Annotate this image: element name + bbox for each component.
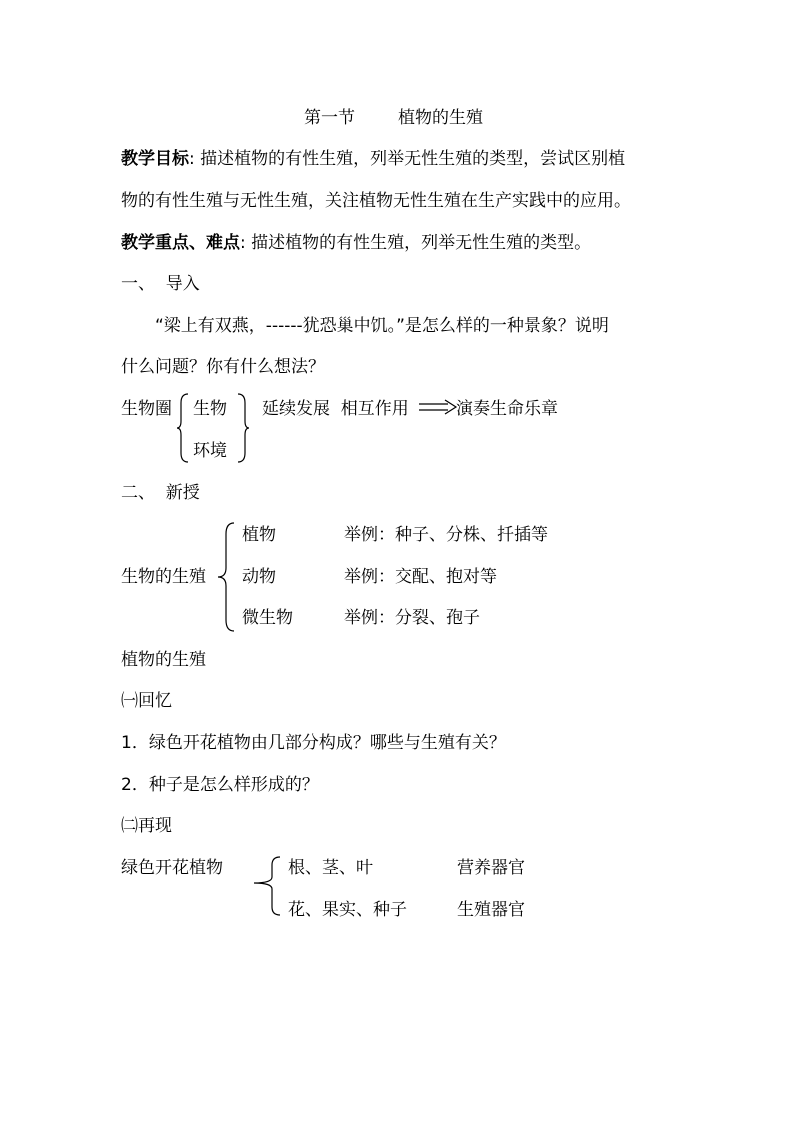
organ-type-vegetative: 营养器官 — [457, 858, 525, 878]
reproduce-heading: ㈡再现 — [121, 816, 172, 836]
key-points — [121, 232, 591, 254]
biosphere-item-environment: 环境 — [193, 441, 227, 461]
recall-heading: ㈠回忆 — [121, 691, 172, 711]
page-title: 植物的生殖 — [398, 108, 483, 128]
objectives-text: : 描述植物的有性生殖，列举无性生殖的类型，尝试区别植 — [189, 149, 626, 169]
left-brace-icon — [252, 853, 282, 919]
key-points-label: 教学重点、难点 — [121, 233, 240, 253]
row-microbe-name: 微生物 — [242, 608, 293, 628]
quote-line1: “梁上有双燕，------犹恐巢中饥。”是怎么样的一种景象？说明 — [155, 316, 609, 336]
row-animal-example: 举例：交配、抱对等 — [344, 567, 497, 587]
subtitle-plant-reproduction: 植物的生殖 — [121, 650, 206, 670]
organ-parts-reproductive: 花、果实、种子 — [288, 900, 407, 920]
quote-line2: 什么问题？你有什么想法？ — [121, 357, 325, 377]
reproduction-root: 生物的生殖 — [121, 567, 206, 587]
left-brace-icon — [216, 522, 236, 632]
organ-parts-vegetative: 根、茎、叶 — [288, 858, 373, 878]
biosphere-result: 演奏生命乐章 — [456, 399, 558, 419]
objectives-line1 — [121, 148, 625, 170]
key-points-text: : 描述植物的有性生殖，列举无性生殖的类型。 — [240, 233, 592, 253]
section1-heading: 一、 导入 — [121, 274, 200, 294]
row-plant-name: 植物 — [242, 525, 276, 545]
biosphere-middle: 延续发展 相互作用 — [262, 399, 409, 419]
title-prefix: 第一节 — [304, 108, 355, 128]
biosphere-item-organism: 生物 — [193, 399, 227, 419]
organ-type-reproductive: 生殖器官 — [457, 900, 525, 920]
question-1: 1．绿色开花植物由几部分构成？哪些与生殖有关？ — [121, 733, 506, 753]
section2-heading: 二、 新授 — [121, 483, 200, 503]
row-animal-name: 动物 — [242, 567, 276, 587]
row-microbe-example: 举例：分裂、孢子 — [344, 608, 480, 628]
left-brace-icon — [176, 393, 190, 463]
objectives-label: 教学目标 — [121, 149, 189, 169]
question-2: 2．种子是怎么样形成的？ — [121, 775, 319, 795]
biosphere-root: 生物圈 — [121, 399, 172, 419]
double-arrow-icon — [418, 400, 458, 414]
objectives-line2: 物的有性生殖与无性生殖，关注植物无性生殖在生产实践中的应用。 — [121, 191, 631, 211]
plant-root: 绿色开花植物 — [121, 858, 223, 878]
row-plant-example: 举例：种子、分株、扦插等 — [344, 525, 548, 545]
right-brace-icon — [236, 393, 250, 463]
